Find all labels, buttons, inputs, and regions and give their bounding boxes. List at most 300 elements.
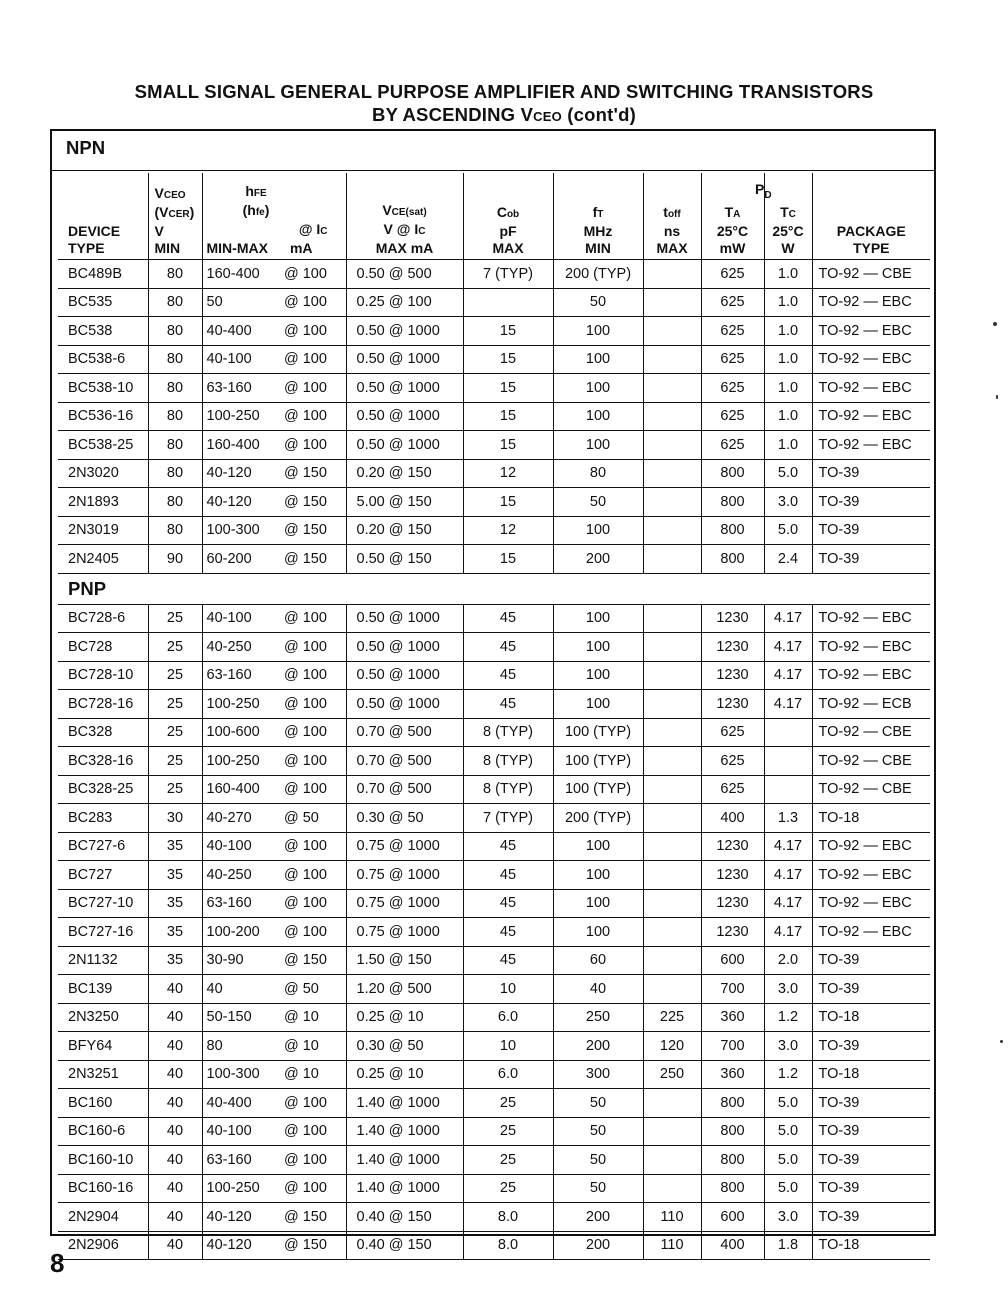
- ft-min-cell: 100: [553, 918, 643, 947]
- device-type-cell: BC538-25: [58, 431, 148, 460]
- vceo-min-cell: 80: [148, 374, 202, 403]
- toff-max-cell: [643, 402, 701, 431]
- cob-max-cell: 45: [463, 633, 553, 662]
- package-type-cell: TO-92 — EBC: [812, 889, 930, 918]
- vceo-min-cell: 80: [148, 345, 202, 374]
- toff-max-cell: [643, 918, 701, 947]
- hfe-range-cell: 80: [202, 1032, 282, 1061]
- toff-max-cell: 250: [643, 1060, 701, 1089]
- table-row: [58, 488, 930, 517]
- pd-tc-cell: 4.17: [764, 604, 812, 633]
- vcesat-cell: 0.30 @ 50: [346, 1032, 463, 1061]
- table-row: [58, 1003, 930, 1032]
- ft-min-cell: 100: [553, 431, 643, 460]
- hfe-ic-cell: @ 100: [282, 690, 346, 719]
- toff-max-cell: [643, 317, 701, 346]
- table-row: [58, 975, 930, 1004]
- pd-ta-cell: 600: [701, 946, 764, 975]
- toff-max-cell: 225: [643, 1003, 701, 1032]
- cob-max-cell: 15: [463, 345, 553, 374]
- vceo-min-cell: 40: [148, 1231, 202, 1260]
- title-line-1: SMALL SIGNAL GENERAL PURPOSE AMPLIFIER AND SWITCHING TRANSISTORS: [134, 81, 874, 102]
- hfe-range-cell: 40-120: [202, 1203, 282, 1232]
- package-type-cell: TO-92 — EBC: [812, 633, 930, 662]
- vceo-min-cell: 80: [148, 260, 202, 289]
- device-type-cell: 2N3251: [58, 1060, 148, 1089]
- cob-max-cell: 15: [463, 545, 553, 574]
- pd-ta-cell: 360: [701, 1060, 764, 1089]
- device-type-cell: BC160-6: [58, 1117, 148, 1146]
- pd-ta-cell: 800: [701, 1089, 764, 1118]
- table-row: [58, 1032, 930, 1061]
- table-row: [58, 633, 930, 662]
- scan-speck: [993, 322, 997, 326]
- toff-max-cell: [643, 975, 701, 1004]
- vcesat-cell: 0.50 @ 150: [346, 545, 463, 574]
- section-divider: [52, 170, 934, 171]
- vceo-min-cell: 25: [148, 604, 202, 633]
- vceo-min-cell: 90: [148, 545, 202, 574]
- hfe-range-cell: 100-250: [202, 690, 282, 719]
- vcesat-cell: 0.50 @ 1000: [346, 431, 463, 460]
- device-type-cell: BC728-10: [58, 661, 148, 690]
- hfe-ic-cell: @ 100: [282, 747, 346, 776]
- toff-max-cell: [643, 747, 701, 776]
- header-ft: fT MHz MIN: [553, 173, 643, 260]
- package-type-cell: TO-92 — EBC: [812, 345, 930, 374]
- ft-min-cell: 80: [553, 459, 643, 488]
- toff-max-cell: [643, 516, 701, 545]
- ft-min-cell: 100: [553, 861, 643, 890]
- toff-max-cell: [643, 345, 701, 374]
- table-header-row: [58, 173, 930, 260]
- toff-max-cell: [643, 690, 701, 719]
- package-type-cell: TO-92 — ECB: [812, 690, 930, 719]
- vceo-min-cell: 35: [148, 832, 202, 861]
- table-row: [58, 1089, 930, 1118]
- pd-ta-cell: 1230: [701, 690, 764, 719]
- table-row: [58, 545, 930, 574]
- hfe-ic-cell: @ 10: [282, 1003, 346, 1032]
- package-type-cell: TO-39: [812, 459, 930, 488]
- cob-max-cell: 6.0: [463, 1003, 553, 1032]
- vcesat-cell: 0.50 @ 1000: [346, 317, 463, 346]
- ft-min-cell: 50: [553, 1117, 643, 1146]
- pd-ta-cell: 1230: [701, 661, 764, 690]
- device-type-cell: 2N1132: [58, 946, 148, 975]
- pd-tc-cell: 2.0: [764, 946, 812, 975]
- cob-max-cell: 12: [463, 459, 553, 488]
- vcesat-cell: 1.40 @ 1000: [346, 1117, 463, 1146]
- vcesat-cell: 0.25 @ 10: [346, 1003, 463, 1032]
- package-type-cell: TO-18: [812, 804, 930, 833]
- table-row: [58, 775, 930, 804]
- hfe-ic-cell: @ 100: [282, 861, 346, 890]
- table-row: [58, 718, 930, 747]
- hfe-range-cell: 40-100: [202, 604, 282, 633]
- hfe-ic-cell: @ 150: [282, 545, 346, 574]
- vceo-min-cell: 40: [148, 1174, 202, 1203]
- package-type-cell: TO-18: [812, 1060, 930, 1089]
- cob-max-cell: 45: [463, 690, 553, 719]
- toff-max-cell: [643, 861, 701, 890]
- pd-ta-cell: 800: [701, 516, 764, 545]
- vcesat-cell: 0.50 @ 1000: [346, 374, 463, 403]
- pd-tc-cell: [764, 747, 812, 776]
- hfe-ic-cell: @ 100: [282, 604, 346, 633]
- cob-max-cell: 12: [463, 516, 553, 545]
- cob-max-cell: 25: [463, 1089, 553, 1118]
- pd-tc-cell: 1.0: [764, 374, 812, 403]
- pd-tc-cell: 1.0: [764, 260, 812, 289]
- hfe-range-cell: 40-120: [202, 459, 282, 488]
- device-type-cell: BC536-16: [58, 402, 148, 431]
- vceo-min-cell: 25: [148, 661, 202, 690]
- page-title: [0, 80, 1008, 128]
- package-type-cell: TO-92 — EBC: [812, 832, 930, 861]
- pd-ta-cell: 700: [701, 1032, 764, 1061]
- hfe-range-cell: 40-400: [202, 1089, 282, 1118]
- toff-max-cell: 120: [643, 1032, 701, 1061]
- cob-max-cell: 8 (TYP): [463, 747, 553, 776]
- pd-ta-cell: 400: [701, 804, 764, 833]
- cob-max-cell: 25: [463, 1174, 553, 1203]
- table-row: [58, 861, 930, 890]
- toff-max-cell: [643, 288, 701, 317]
- table-row: [58, 1060, 930, 1089]
- hfe-ic-cell: @ 100: [282, 260, 346, 289]
- pd-tc-cell: 5.0: [764, 1089, 812, 1118]
- hfe-range-cell: 160-400: [202, 775, 282, 804]
- pd-ta-cell: 625: [701, 775, 764, 804]
- pd-ta-cell: 400: [701, 1231, 764, 1260]
- hfe-ic-cell: @ 150: [282, 946, 346, 975]
- hfe-ic-cell: @ 100: [282, 317, 346, 346]
- device-type-cell: BFY64: [58, 1032, 148, 1061]
- hfe-ic-cell: @ 100: [282, 918, 346, 947]
- vcesat-cell: 0.50 @ 1000: [346, 604, 463, 633]
- device-type-cell: BC538-10: [58, 374, 148, 403]
- header-pd-tc: TC 25°C W: [764, 173, 812, 260]
- section-npn-label: NPN: [66, 137, 106, 158]
- toff-max-cell: [643, 775, 701, 804]
- header-cob: Cob pF MAX: [463, 173, 553, 260]
- device-type-cell: BC160-10: [58, 1146, 148, 1175]
- table-row: [58, 288, 930, 317]
- hfe-range-cell: 40-250: [202, 861, 282, 890]
- header-pd: $P_D$: [755, 181, 772, 201]
- hfe-ic-cell: @ 100: [282, 718, 346, 747]
- package-type-cell: TO-92 — EBC: [812, 374, 930, 403]
- vceo-min-cell: 80: [148, 317, 202, 346]
- toff-max-cell: [643, 1117, 701, 1146]
- package-type-cell: TO-92 — CBE: [812, 775, 930, 804]
- device-type-cell: BC535: [58, 288, 148, 317]
- toff-max-cell: [643, 260, 701, 289]
- ft-min-cell: 200: [553, 1032, 643, 1061]
- title-line-2-text: BY ASCENDING V: [372, 104, 534, 125]
- hfe-range-cell: 40-100: [202, 345, 282, 374]
- pd-tc-cell: 5.0: [764, 1117, 812, 1146]
- ft-min-cell: 100 (TYP): [553, 718, 643, 747]
- device-type-cell: BC160-16: [58, 1174, 148, 1203]
- cob-max-cell: 10: [463, 1032, 553, 1061]
- ft-min-cell: 100 (TYP): [553, 747, 643, 776]
- device-type-cell: BC538-6: [58, 345, 148, 374]
- hfe-range-cell: 50: [202, 288, 282, 317]
- vcesat-cell: 0.70 @ 500: [346, 747, 463, 776]
- vceo-min-cell: 40: [148, 1203, 202, 1232]
- cob-max-cell: 45: [463, 661, 553, 690]
- pd-ta-cell: 1230: [701, 861, 764, 890]
- pd-tc-cell: 4.17: [764, 661, 812, 690]
- pd-tc-cell: [764, 775, 812, 804]
- ft-min-cell: 50: [553, 1089, 643, 1118]
- pd-tc-cell: 1.0: [764, 431, 812, 460]
- pd-ta-cell: 600: [701, 1203, 764, 1232]
- table-row: [58, 260, 930, 289]
- table-row: [58, 832, 930, 861]
- pd-tc-cell: 4.17: [764, 918, 812, 947]
- package-type-cell: TO-39: [812, 545, 930, 574]
- vcesat-cell: 1.20 @ 500: [346, 975, 463, 1004]
- package-type-cell: TO-92 — EBC: [812, 402, 930, 431]
- hfe-range-cell: 40-400: [202, 317, 282, 346]
- table-row: [58, 1174, 930, 1203]
- pd-tc-cell: 3.0: [764, 1032, 812, 1061]
- cob-max-cell: [463, 288, 553, 317]
- vcesat-cell: 0.50 @ 1000: [346, 402, 463, 431]
- table-row: [58, 946, 930, 975]
- hfe-range-cell: 30-90: [202, 946, 282, 975]
- vcesat-cell: 0.70 @ 500: [346, 718, 463, 747]
- device-type-cell: BC727-16: [58, 918, 148, 947]
- toff-max-cell: [643, 545, 701, 574]
- device-type-cell: 2N3019: [58, 516, 148, 545]
- vcesat-cell: 0.70 @ 500: [346, 775, 463, 804]
- vceo-min-cell: 40: [148, 1060, 202, 1089]
- package-type-cell: TO-92 — EBC: [812, 431, 930, 460]
- ft-min-cell: 100: [553, 832, 643, 861]
- device-type-cell: BC727-10: [58, 889, 148, 918]
- vcesat-cell: 5.00 @ 150: [346, 488, 463, 517]
- pd-tc-cell: 4.17: [764, 889, 812, 918]
- vceo-min-cell: 40: [148, 1003, 202, 1032]
- vcesat-cell: 0.75 @ 1000: [346, 832, 463, 861]
- device-type-cell: BC727-6: [58, 832, 148, 861]
- package-type-cell: TO-92 — EBC: [812, 861, 930, 890]
- cob-max-cell: 45: [463, 604, 553, 633]
- pd-ta-cell: 800: [701, 459, 764, 488]
- ft-min-cell: 200: [553, 1203, 643, 1232]
- pd-ta-cell: 625: [701, 402, 764, 431]
- hfe-ic-cell: @ 10: [282, 1032, 346, 1061]
- hfe-ic-cell: @ 100: [282, 374, 346, 403]
- ft-min-cell: 200 (TYP): [553, 260, 643, 289]
- ft-min-cell: 250: [553, 1003, 643, 1032]
- vceo-min-cell: 40: [148, 1089, 202, 1118]
- pd-tc-cell: 4.17: [764, 861, 812, 890]
- table-row: [58, 604, 930, 633]
- toff-max-cell: [643, 661, 701, 690]
- ft-min-cell: 100: [553, 345, 643, 374]
- vceo-min-cell: 80: [148, 288, 202, 317]
- hfe-ic-cell: @ 100: [282, 832, 346, 861]
- pd-ta-cell: 800: [701, 545, 764, 574]
- device-type-cell: BC139: [58, 975, 148, 1004]
- vceo-min-cell: 25: [148, 690, 202, 719]
- pd-ta-cell: 625: [701, 374, 764, 403]
- ft-min-cell: 50: [553, 1174, 643, 1203]
- pd-ta-cell: 1230: [701, 633, 764, 662]
- vcesat-cell: 0.75 @ 1000: [346, 918, 463, 947]
- toff-max-cell: 110: [643, 1203, 701, 1232]
- vceo-min-cell: 35: [148, 861, 202, 890]
- header-toff: toff ns MAX: [643, 173, 701, 260]
- cob-max-cell: 15: [463, 488, 553, 517]
- header-device-type: DEVICE TYPE: [58, 173, 148, 260]
- scan-speck: [1000, 1040, 1003, 1043]
- hfe-range-cell: 40-100: [202, 832, 282, 861]
- vceo-min-cell: 40: [148, 1146, 202, 1175]
- vcesat-cell: 0.20 @ 150: [346, 459, 463, 488]
- table-body: [58, 173, 930, 1260]
- device-type-cell: BC538: [58, 317, 148, 346]
- hfe-ic-cell: @ 100: [282, 1089, 346, 1118]
- pd-tc-cell: 1.0: [764, 402, 812, 431]
- vcesat-cell: 0.75 @ 1000: [346, 889, 463, 918]
- hfe-range-cell: 63-160: [202, 374, 282, 403]
- section-pnp-row: [58, 573, 930, 604]
- hfe-ic-cell: @ 150: [282, 459, 346, 488]
- vceo-min-cell: 25: [148, 633, 202, 662]
- ft-min-cell: 50: [553, 488, 643, 517]
- vceo-min-cell: 80: [148, 488, 202, 517]
- pd-tc-cell: 1.0: [764, 317, 812, 346]
- package-type-cell: TO-92 — EBC: [812, 918, 930, 947]
- vceo-min-cell: 25: [148, 718, 202, 747]
- hfe-range-cell: 100-200: [202, 918, 282, 947]
- pd-ta-cell: 625: [701, 718, 764, 747]
- hfe-range-cell: 40-120: [202, 1231, 282, 1260]
- table-row: [58, 661, 930, 690]
- toff-max-cell: [643, 431, 701, 460]
- ft-min-cell: 100: [553, 661, 643, 690]
- ft-min-cell: 100: [553, 604, 643, 633]
- vceo-min-cell: 80: [148, 431, 202, 460]
- table-row: [58, 374, 930, 403]
- scan-speck: [996, 395, 998, 399]
- package-type-cell: TO-92 — CBE: [812, 260, 930, 289]
- header-pd-ta: TA 25°C mW: [701, 173, 764, 260]
- cob-max-cell: 8.0: [463, 1203, 553, 1232]
- header-vcesat: VCE(sat) V @ IC MAX mA: [346, 173, 463, 260]
- ft-min-cell: 100: [553, 317, 643, 346]
- title-line-2: [0, 103, 1008, 128]
- hfe-ic-cell: @ 100: [282, 775, 346, 804]
- hfe-ic-cell: @ 100: [282, 1174, 346, 1203]
- hfe-ic-cell: @ 50: [282, 804, 346, 833]
- package-type-cell: TO-39: [812, 1174, 930, 1203]
- cob-max-cell: 7 (TYP): [463, 260, 553, 289]
- title-line-2-suffix: (cont'd): [561, 104, 636, 125]
- toff-max-cell: [643, 1174, 701, 1203]
- cob-max-cell: 8 (TYP): [463, 718, 553, 747]
- package-type-cell: TO-39: [812, 1203, 930, 1232]
- package-type-cell: TO-92 — EBC: [812, 604, 930, 633]
- cob-max-cell: 45: [463, 889, 553, 918]
- vceo-min-cell: 35: [148, 889, 202, 918]
- device-type-cell: 2N2906: [58, 1231, 148, 1260]
- ft-min-cell: 200: [553, 545, 643, 574]
- vcesat-cell: 1.40 @ 1000: [346, 1089, 463, 1118]
- table-row: [58, 690, 930, 719]
- pd-ta-cell: 625: [701, 345, 764, 374]
- ft-min-cell: 100: [553, 402, 643, 431]
- table-row: [58, 345, 930, 374]
- device-type-cell: BC728: [58, 633, 148, 662]
- table-row: [58, 1117, 930, 1146]
- device-type-cell: 2N2405: [58, 545, 148, 574]
- pd-tc-cell: 1.0: [764, 288, 812, 317]
- pd-ta-cell: 800: [701, 1146, 764, 1175]
- vcesat-cell: 0.75 @ 1000: [346, 861, 463, 890]
- hfe-ic-cell: @ 100: [282, 661, 346, 690]
- vcesat-cell: 0.25 @ 100: [346, 288, 463, 317]
- vcesat-cell: 0.40 @ 150: [346, 1203, 463, 1232]
- pd-tc-cell: 3.0: [764, 488, 812, 517]
- pd-ta-cell: 1230: [701, 832, 764, 861]
- toff-max-cell: [643, 459, 701, 488]
- cob-max-cell: 45: [463, 861, 553, 890]
- device-type-cell: 2N3020: [58, 459, 148, 488]
- vceo-min-cell: 80: [148, 402, 202, 431]
- table-row: [58, 317, 930, 346]
- package-type-cell: TO-92 — EBC: [812, 317, 930, 346]
- cob-max-cell: 10: [463, 975, 553, 1004]
- package-type-cell: TO-39: [812, 1117, 930, 1146]
- pd-tc-cell: 3.0: [764, 975, 812, 1004]
- table-row: [58, 459, 930, 488]
- table-row: [58, 516, 930, 545]
- device-type-cell: BC283: [58, 804, 148, 833]
- pd-tc-cell: 4.17: [764, 832, 812, 861]
- toff-max-cell: [643, 718, 701, 747]
- table-row: [58, 1203, 930, 1232]
- pd-ta-cell: 360: [701, 1003, 764, 1032]
- ft-min-cell: 40: [553, 975, 643, 1004]
- transistor-table: [58, 173, 930, 1260]
- hfe-range-cell: 100-600: [202, 718, 282, 747]
- device-type-cell: BC728-6: [58, 604, 148, 633]
- vceo-min-cell: 40: [148, 1117, 202, 1146]
- ft-min-cell: 200 (TYP): [553, 804, 643, 833]
- hfe-range-cell: 63-160: [202, 661, 282, 690]
- pd-ta-cell: 625: [701, 317, 764, 346]
- table-row: [58, 918, 930, 947]
- package-type-cell: TO-39: [812, 1032, 930, 1061]
- vcesat-cell: 0.50 @ 1000: [346, 690, 463, 719]
- device-type-cell: 2N2904: [58, 1203, 148, 1232]
- ft-min-cell: 100 (TYP): [553, 775, 643, 804]
- package-type-cell: TO-39: [812, 946, 930, 975]
- pd-tc-cell: 5.0: [764, 1174, 812, 1203]
- pd-tc-cell: 1.2: [764, 1060, 812, 1089]
- hfe-ic-cell: @ 50: [282, 975, 346, 1004]
- ft-min-cell: 100: [553, 889, 643, 918]
- toff-max-cell: [643, 488, 701, 517]
- header-vceo: VCEO (VCER) V MIN: [148, 173, 202, 260]
